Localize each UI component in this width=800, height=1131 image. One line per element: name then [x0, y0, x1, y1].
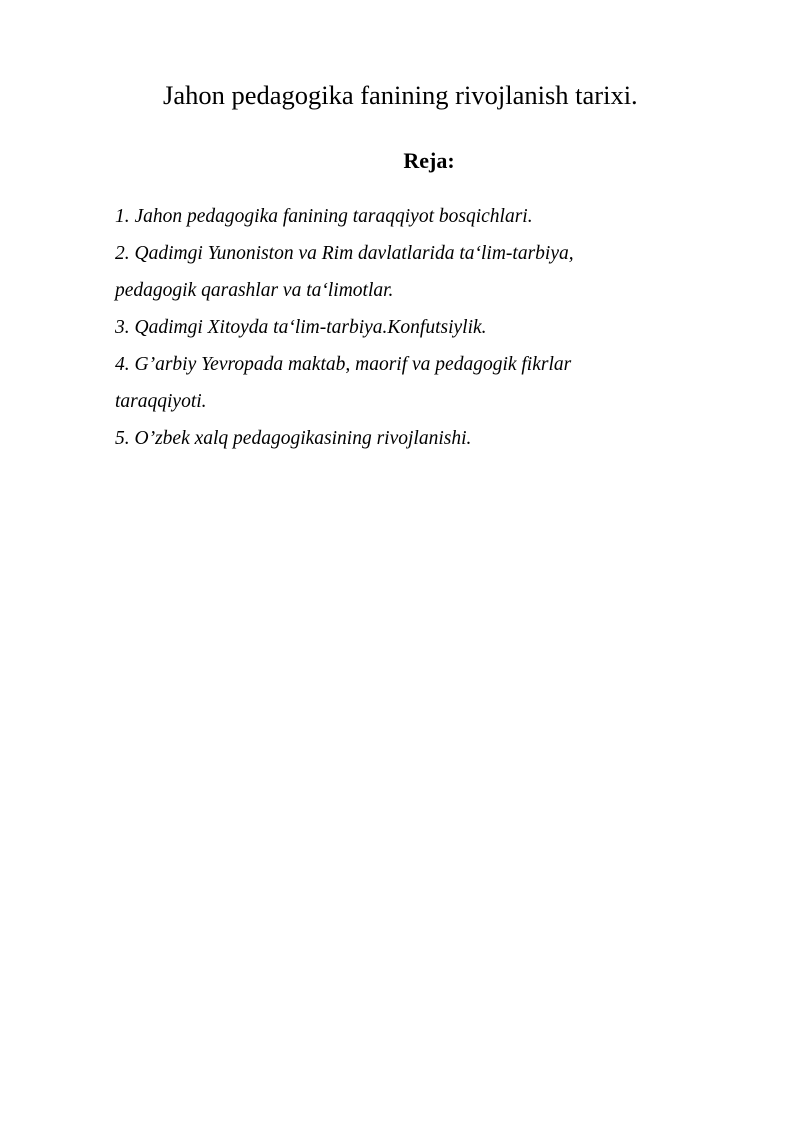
plan-item-4: 4. G’arbiy Yevropada maktab, maorif va pedagogik fikrlar [115, 354, 572, 375]
document-title: Jahon pedagogika fanining rivojlanish tarixi. [163, 80, 638, 110]
plan-item-5: 5. O’zbek xalq pedagogikasining rivojlanishi. [115, 428, 472, 449]
plan-list [115, 198, 675, 457]
plan-item-2: 2. Qadimgi Yunoniston va Rim davlatlarida ta‘lim-tarbiya, [115, 243, 574, 264]
plan-item-3: 3. Qadimgi Xitoyda ta‘lim-tarbiya.Konfutsiylik. [115, 317, 487, 338]
plan-item-4-continued: taraqqiyoti. [115, 391, 207, 412]
plan-item-2-continued: pedagogik qarashlar va ta‘limotlar. [115, 280, 394, 301]
plan-heading: Reja: [403, 148, 455, 173]
plan-item-1: 1. Jahon pedagogika fanining taraqqiyot bosqichlari. [115, 206, 533, 227]
